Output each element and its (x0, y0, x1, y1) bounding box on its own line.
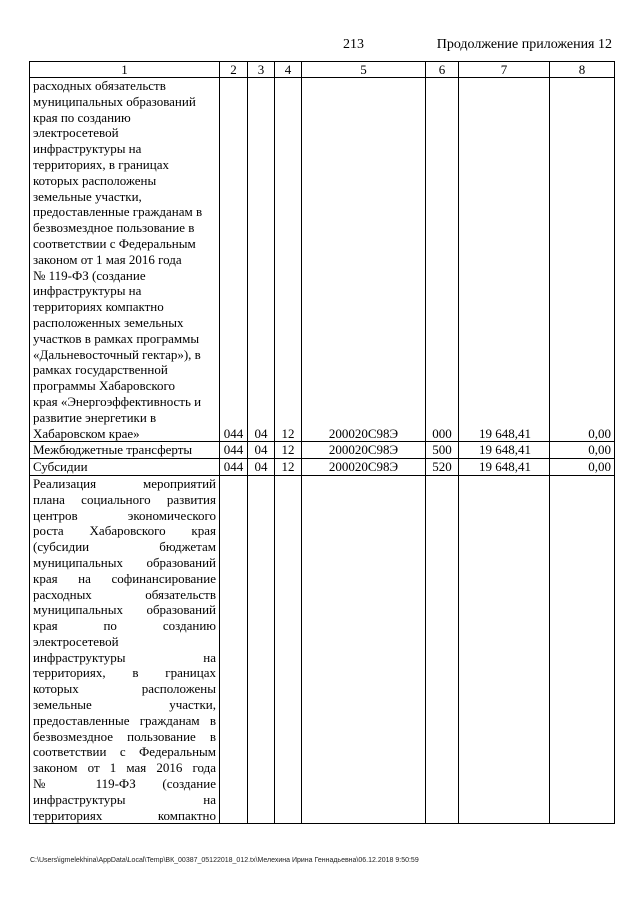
description-line: инфраструктуры на (33, 141, 142, 157)
cell-amount-2: 0,00 (550, 459, 615, 476)
col-header-2: 2 (220, 62, 248, 78)
col-header-1: 1 (30, 62, 220, 78)
description-line: территориях компактно (33, 299, 164, 315)
description-line: края по созданию (33, 109, 131, 125)
empty-cell (248, 475, 275, 824)
cell-target-article: 200020С98Э (302, 459, 426, 476)
cell-amount-2: 0,00 (550, 442, 615, 459)
description-line: территориях, в границах (33, 156, 169, 172)
cell-section: 04 (248, 459, 275, 476)
description-line: безвозмездное пользование в (33, 220, 195, 236)
description-line: края по созданию (33, 618, 216, 634)
row-description (30, 78, 220, 442)
description-line: электросетевой (33, 125, 119, 141)
description-line: развитие энергетики в (33, 409, 157, 425)
cell-ministry: 044 (220, 459, 248, 476)
description-line: края «Энергоэффективность и (33, 393, 202, 409)
empty-cell (302, 475, 426, 824)
row-description (30, 475, 220, 824)
cell-ministry: 044 (220, 442, 248, 459)
description-line: расположенных земельных (33, 314, 184, 330)
description-line: (субсидии бюджетам (33, 539, 216, 555)
description-line: № 119-ФЗ (создание (33, 776, 216, 792)
description-line: законом от 1 мая 2016 года (33, 760, 216, 776)
description-line: которых расположены (33, 681, 216, 697)
empty-cell (426, 475, 459, 824)
description-line: которых расположены (33, 172, 157, 188)
file-path-footer: C:\Users\igmelekhina\AppData\Local\Temp\ВК_00387_05122018_012.tx\Мелехина Ирина Геннадьевна\06.12.2018 9:50:59 (30, 857, 419, 864)
cell-amount: 19 648,41 (459, 78, 550, 442)
cell-amount-2: 0,00 (550, 78, 615, 442)
description-line: края на софинансирование (33, 570, 216, 586)
row-name: Субсидии (30, 459, 220, 476)
row-name: Межбюджетные трансферты (30, 442, 220, 459)
cell-expense-type: 520 (426, 459, 459, 476)
description-line: территориях, в границах (33, 665, 216, 681)
table-row (30, 442, 615, 459)
table-row (30, 78, 615, 442)
description-line: № 119-ФЗ (создание (33, 267, 146, 283)
col-header-8: 8 (550, 62, 615, 78)
description-line: программы Хабаровского (33, 378, 176, 394)
table-header-row (30, 62, 615, 78)
col-header-4: 4 (275, 62, 302, 78)
cell-amount: 19 648,41 (459, 459, 550, 476)
table-row (30, 475, 615, 824)
description-line: соответствии с Федеральным (33, 235, 196, 251)
description-line: участков в рамках программы (33, 330, 200, 346)
empty-cell (459, 475, 550, 824)
cell-subsection: 12 (275, 78, 302, 442)
cell-subsection: 12 (275, 459, 302, 476)
description-line: Хабаровском крае» (33, 425, 140, 441)
cell-expense-type: 000 (426, 78, 459, 442)
description-line: плана социального развития (33, 491, 216, 507)
description-line: расходных обязательств (33, 78, 166, 93)
description-line: Реализация мероприятий (33, 475, 216, 491)
empty-cell (220, 475, 248, 824)
description-line: «Дальневосточный гектар»), в (33, 346, 201, 362)
description-line: муниципальных образований (33, 93, 196, 109)
description-line: соответствии с Федеральным (33, 744, 216, 760)
page-number: 213 (343, 37, 364, 52)
description-line: инфраструктуры на (33, 283, 142, 299)
description-line: расходных обязательств (33, 586, 216, 602)
col-header-6: 6 (426, 62, 459, 78)
description-line: рамках государственной (33, 362, 168, 378)
cell-amount: 19 648,41 (459, 442, 550, 459)
cell-ministry: 044 (220, 78, 248, 442)
cell-section: 04 (248, 442, 275, 459)
description-line: инфраструктуры на (33, 791, 216, 807)
description-line: земельные участки, (33, 697, 216, 713)
description-line: законом от 1 мая 2016 года (33, 251, 182, 267)
description-line: муниципальных образований (33, 554, 216, 570)
cell-target-article: 200020С98Э (302, 442, 426, 459)
cell-expense-type: 500 (426, 442, 459, 459)
cell-target-article: 200020С98Э (302, 78, 426, 442)
col-header-7: 7 (459, 62, 550, 78)
description-line: безвозмездное пользование в (33, 728, 216, 744)
description-line: инфраструктуры на (33, 649, 216, 665)
description-line: центров экономического (33, 507, 216, 523)
budget-table (29, 61, 615, 824)
description-line: электросетевой (33, 633, 119, 649)
description-line: предоставленные гражданам в (33, 204, 203, 220)
col-header-5: 5 (302, 62, 426, 78)
description-line: предоставленные гражданам в (33, 712, 216, 728)
description-line: территориях компактно (33, 807, 216, 823)
table-row (30, 459, 615, 476)
continuation-label: Продолжение приложения 12 (436, 37, 612, 52)
description-line: муниципальных образований (33, 602, 216, 618)
description-line: роста Хабаровского края (33, 523, 216, 539)
empty-cell (550, 475, 615, 824)
cell-section: 04 (248, 78, 275, 442)
description-line: земельные участки, (33, 188, 142, 204)
empty-cell (275, 475, 302, 824)
col-header-3: 3 (248, 62, 275, 78)
cell-subsection: 12 (275, 442, 302, 459)
